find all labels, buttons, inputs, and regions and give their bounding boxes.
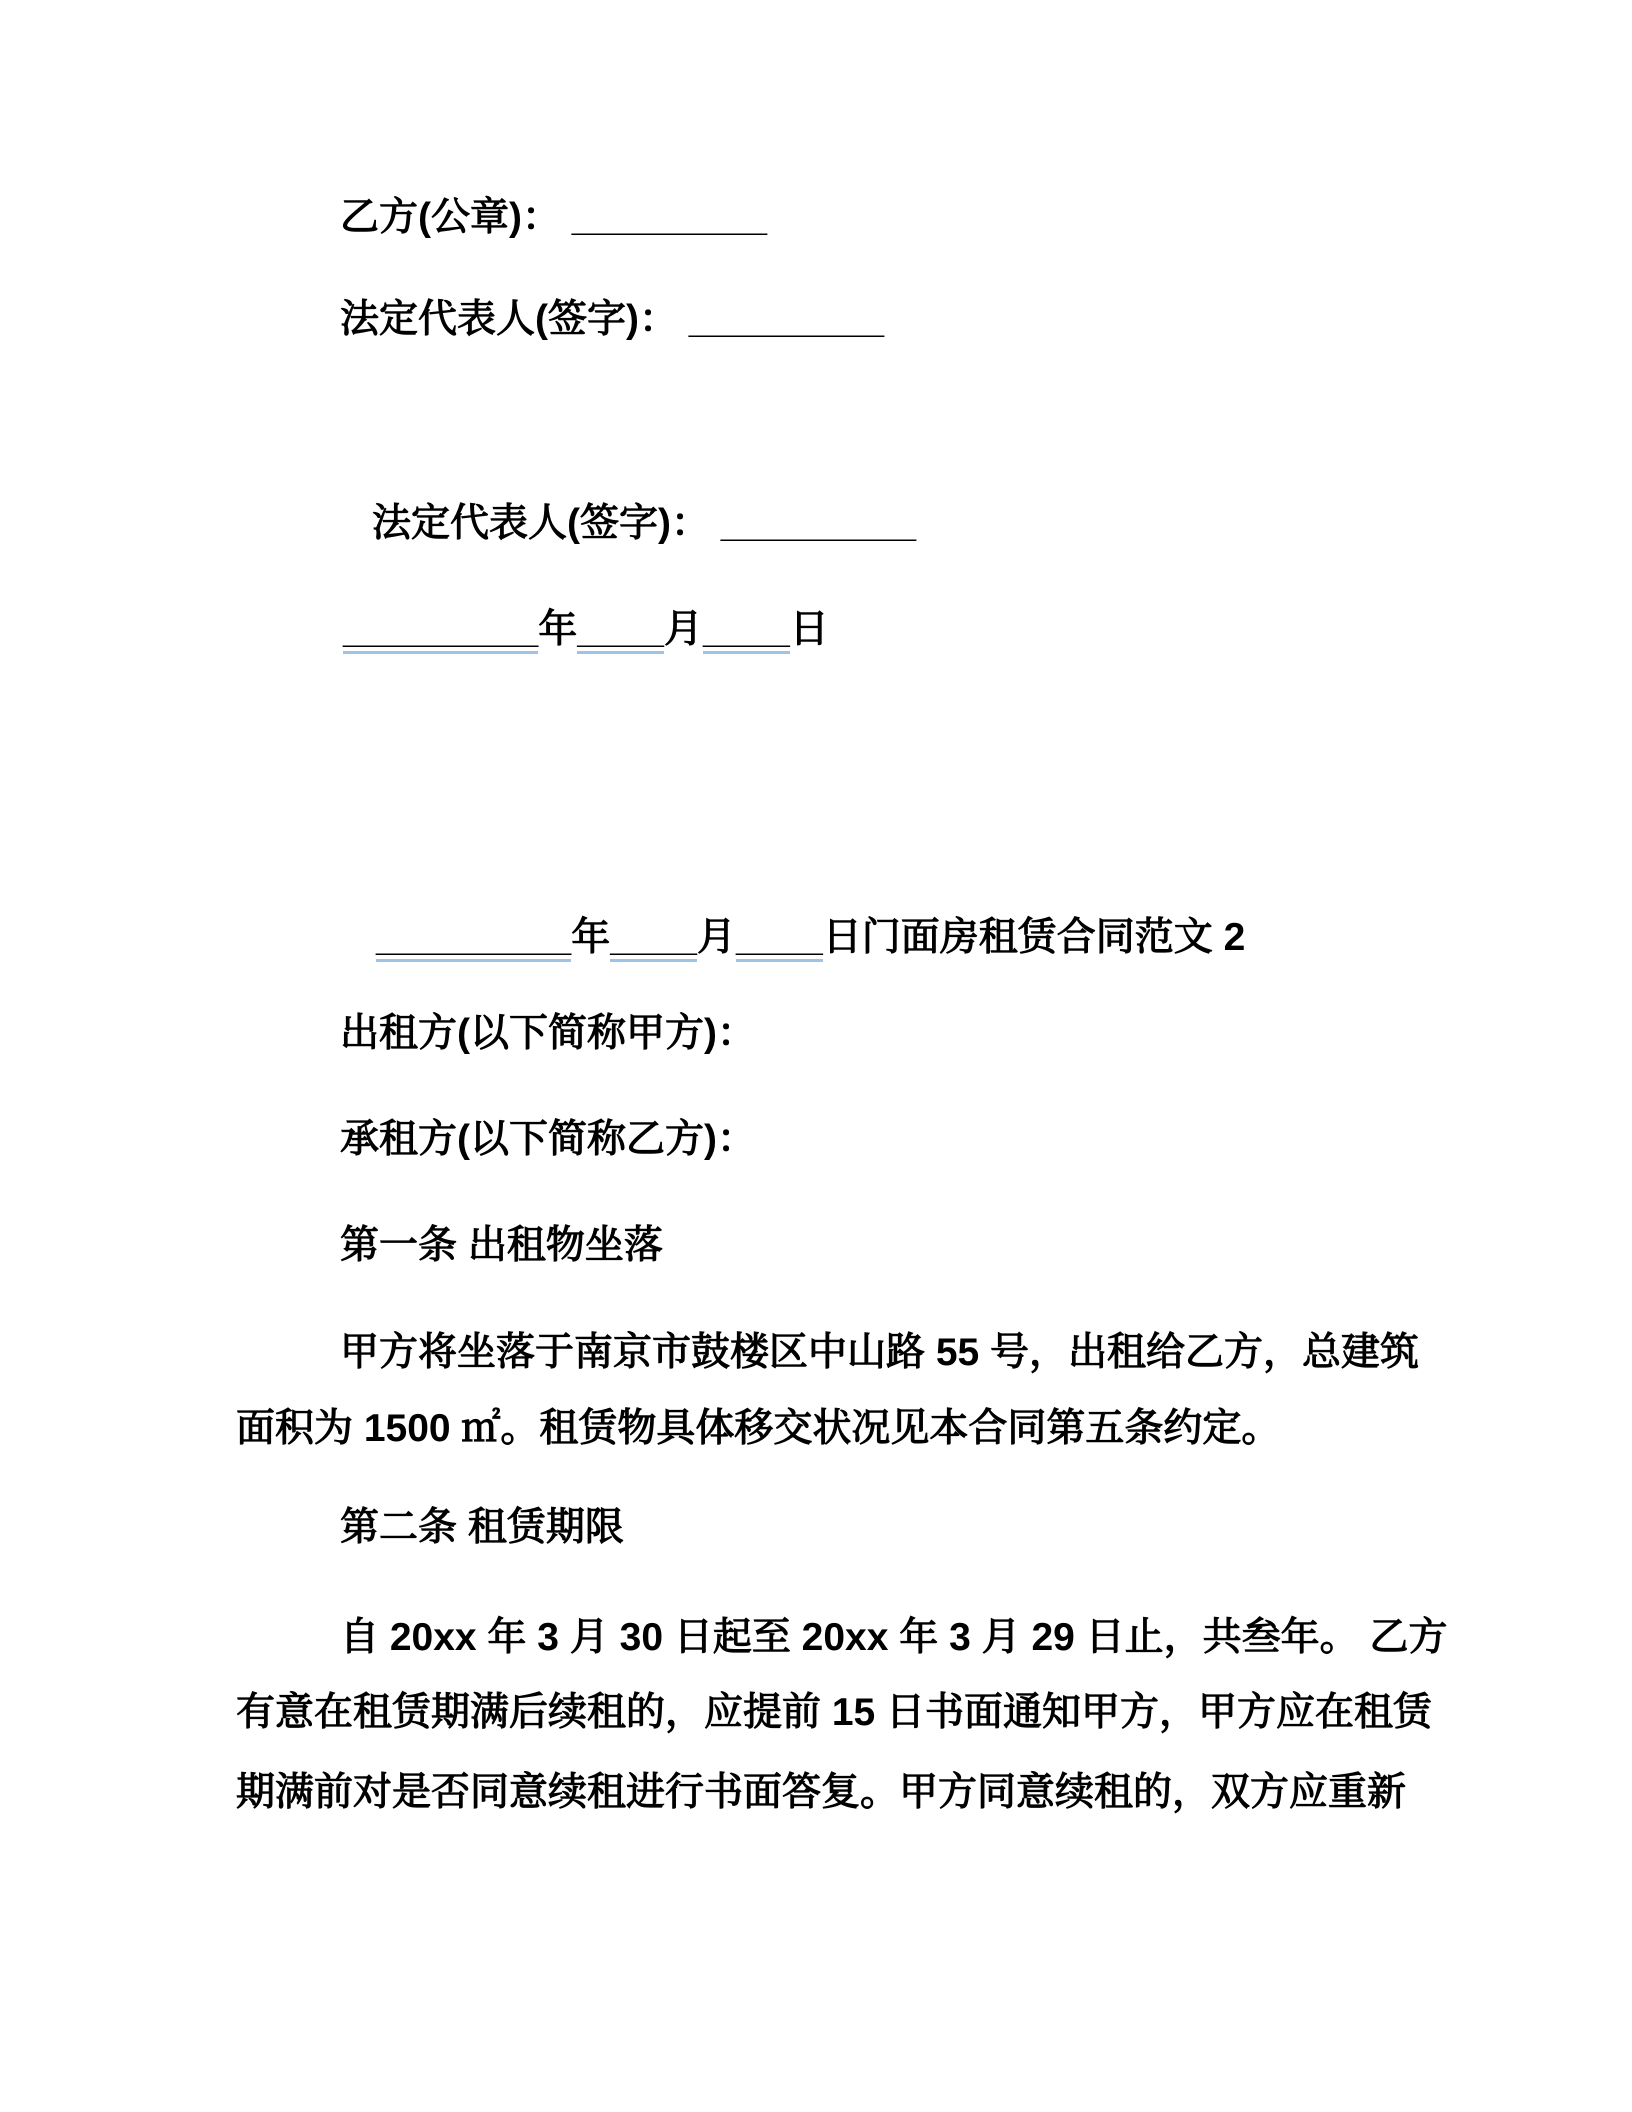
legal-representative-signature-text-1: 法定代表人(签字)： _________ <box>340 298 885 341</box>
party-b-seal-text: 乙方(公章)： _________ <box>340 196 768 239</box>
article-1-heading-text: 第一条 出租物坐落 <box>340 1224 663 1267</box>
article-2-heading <box>340 1504 624 1553</box>
lessor-text: 出租方(以下简称甲方)： <box>340 1012 756 1055</box>
date-blank-line <box>343 606 829 655</box>
lessor-line <box>340 1010 756 1059</box>
legal-representative-signature-line-2 <box>372 500 916 549</box>
legal-representative-signature-text-2: 法定代表人(签字)： _________ <box>372 502 917 545</box>
date-day-label: 日 <box>789 608 829 651</box>
title-month-label: 月 <box>697 916 737 959</box>
title-day-blank: ____ <box>736 916 823 962</box>
date-year-label: 年 <box>538 608 578 651</box>
article-1-heading <box>340 1222 663 1271</box>
article-1-body-line-1 <box>340 1329 1419 1378</box>
article-2-body-line-2 <box>236 1689 1432 1738</box>
date-month-label: 月 <box>664 608 704 651</box>
title-year-blank: _________ <box>376 916 571 962</box>
date-year-blank: _________ <box>343 608 538 654</box>
article-1-body-text-2: 面积为 1500 ㎡。租赁物具体移交状况见本合同第五条约定。 <box>236 1407 1281 1450</box>
title-month-blank: ____ <box>610 916 697 962</box>
article-2-body-text-3: 期满前对是否同意续租进行书面答复。甲方同意续租的，双方应重新 <box>236 1771 1407 1814</box>
party-b-seal-line <box>340 194 767 243</box>
legal-representative-signature-line-1 <box>340 296 884 345</box>
article-2-heading-text: 第二条 租赁期限 <box>340 1506 624 1549</box>
article-1-body-text-1: 甲方将坐落于南京市鼓楼区中山路 55 号，出租给乙方，总建筑 <box>340 1331 1420 1374</box>
article-2-body-text-2: 有意在租赁期满后续租的，应提前 15 日书面通知甲方，甲方应在租赁 <box>236 1691 1433 1734</box>
contract-title-text: 日门面房租赁合同范文 2 <box>822 916 1246 959</box>
lessee-text: 承租方(以下简称乙方)： <box>340 1118 756 1161</box>
article-2-body-text-1: 自 20xx 年 3 月 30 日起至 20xx 年 3 月 29 日止，共叁年。 乙方 <box>340 1616 1448 1659</box>
lessee-line <box>340 1116 756 1165</box>
article-1-body-line-2 <box>236 1405 1280 1454</box>
article-2-body-line-1 <box>340 1614 1448 1663</box>
article-2-body-line-3 <box>236 1769 1406 1818</box>
contract-title-line <box>376 914 1245 963</box>
title-year-label: 年 <box>571 916 611 959</box>
date-month-blank: ____ <box>577 608 664 654</box>
date-day-blank: ____ <box>703 608 790 654</box>
